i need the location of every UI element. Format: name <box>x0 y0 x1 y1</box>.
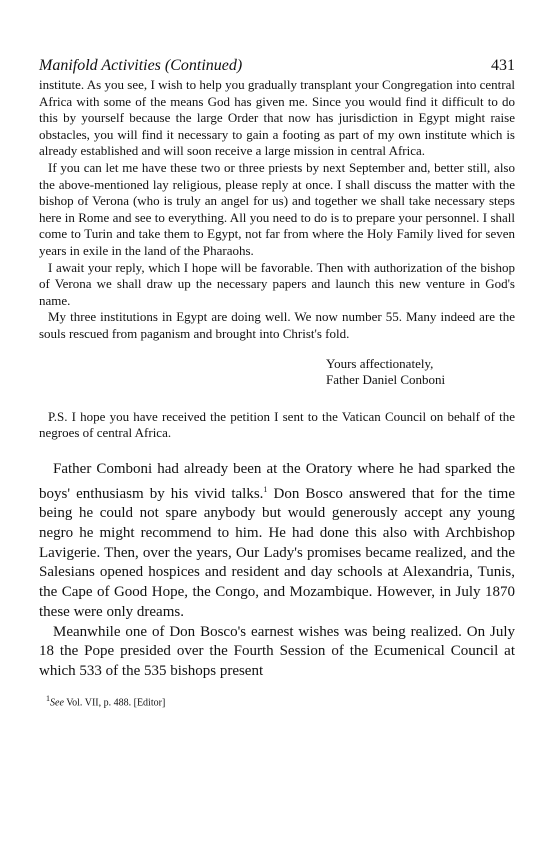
narrative-text: Father Comboni had already been at the Oratory where he had sparked the boys' enthusiasm by his vivid talks. <box>39 460 515 502</box>
letter-body <box>39 77 515 343</box>
signature-name: Father Daniel Conboni <box>326 372 446 388</box>
footnote <box>39 692 515 709</box>
letter-paragraph: I await your reply, which I hope will be favorable. Then with authorization of the bishop of Verona we shall draw up the necessary papers and launch this new venture in God's name. <box>39 259 515 308</box>
narrative-text: Don Bosco answered that for the time being he could not spare anybody but would generously accept any young negro he might recommend to him. He had done this also with Archbishop Lavigerie. Then, over the years, Our Lady's promises became realized, and the Salesians opened hospices and resident and day schools at Alexandria, Tunis, the Cape of Good Hope, the Congo, and Mozambique. However, in July 1870 these were only dreams. <box>39 485 515 620</box>
footnote-see: See <box>50 696 64 708</box>
page-number: 431 <box>491 57 515 74</box>
postscript <box>39 409 515 442</box>
narrative-body <box>39 460 515 682</box>
letter-paragraph: If you can let me have these two or three priests by next September and, better still, also the above-mentioned lay religious, please reply at once. I shall discuss the matter with the bishop of Verona (who is truly an angel for us) and together we shall take necessary steps here in Rome and see to everything. All you need to do is to prepare your personnel. I shall come to Turin and take them to Egypt, not far from where the Holy Family lived for seven years in exile in the land of the Pharaohs. <box>39 159 515 258</box>
signature-block <box>326 356 515 389</box>
closing: Yours affectionately, <box>326 355 434 371</box>
letter-paragraph: institute. As you see, I wish to help you gradually transplant your Congregation into central Africa with some of the means God has given me. Since you would find it difficult to do this by yourself because the large Order that now has jurisdiction in Egypt might raise obstacles, you will find it necessary to gain a footing as part of my own institute which is already established and will soon receive a large mission in central Africa. <box>39 77 515 159</box>
letter-paragraph: My three institutions in Egypt are doing well. We now number 55. Many indeed are the souls rescued from paganism and brought into Christ's fold. <box>39 309 515 341</box>
running-head <box>39 57 515 75</box>
document-page <box>39 57 515 709</box>
running-title: Manifold Activities (Continued) <box>39 57 243 74</box>
footnote-marker: 1 <box>46 693 50 703</box>
narrative-paragraph <box>39 460 515 623</box>
footnote-text: Vol. VII, p. 488. [Editor] <box>63 696 166 708</box>
narrative-paragraph: Meanwhile one of Don Bosco's earnest wishes was being realized. On July 18 the Pope presided over the Fourth Session of the Ecumenical Council at which 533 of the 535 bishops present <box>39 623 515 679</box>
postscript-text: P.S. I hope you have received the petition I sent to the Vatican Council on behalf of the negroes of central Africa. <box>39 408 515 441</box>
footnote-reference: 1 <box>263 484 268 494</box>
